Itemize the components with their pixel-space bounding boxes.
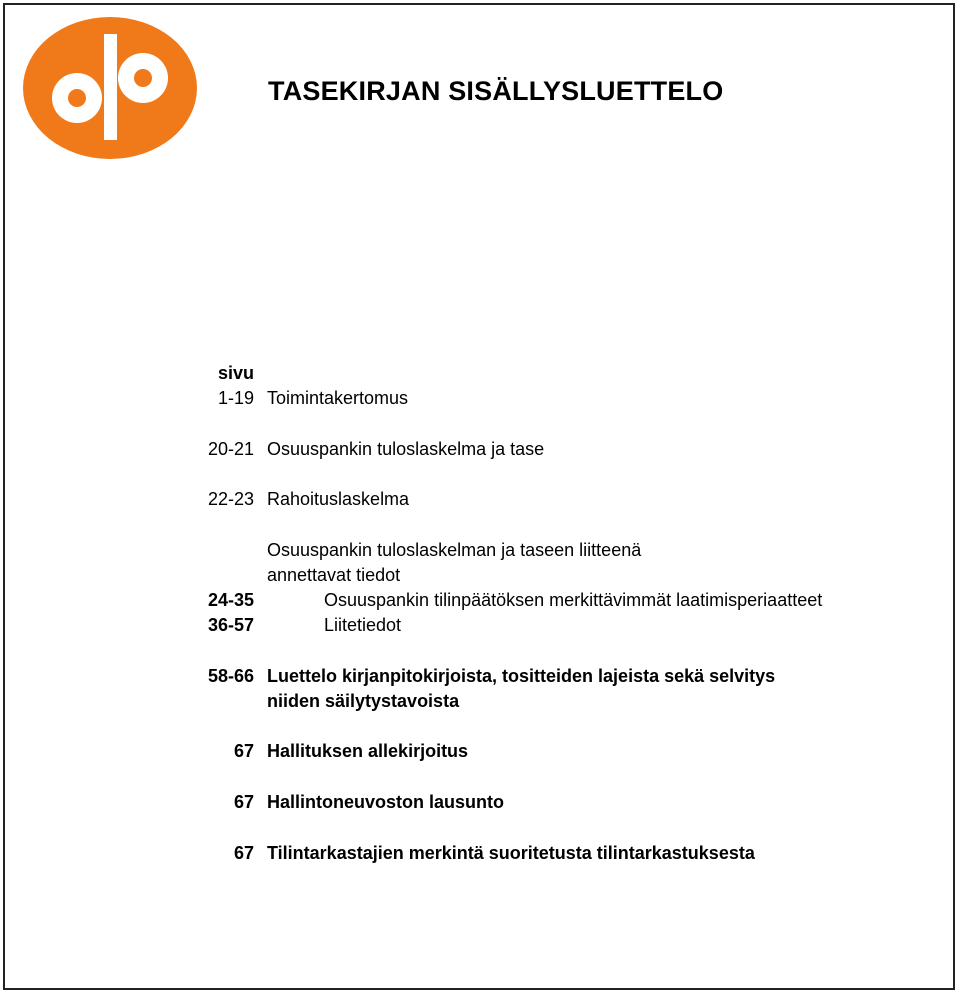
entry-text: Liitetiedot bbox=[324, 615, 402, 635]
entry-text: niiden säilytystavoista bbox=[267, 691, 460, 711]
page-number: 67 bbox=[233, 843, 254, 863]
page-number: 22-23 bbox=[207, 489, 254, 509]
page-number: 1-19 bbox=[217, 388, 254, 408]
entry-text: Osuuspankin tuloslaskelma ja tase bbox=[267, 439, 545, 459]
document-title: TASEKIRJAN SISÄLLYSLUETTELO bbox=[268, 76, 724, 106]
page-number: 24-35 bbox=[207, 590, 254, 610]
entry-text: Toimintakertomus bbox=[267, 388, 409, 408]
entry-text: Luettelo kirjanpitokirjoista, tositteiden lajeista sekä selvitys bbox=[267, 666, 776, 686]
entry-text: Hallintoneuvoston lausunto bbox=[267, 792, 504, 812]
op-logo bbox=[22, 16, 198, 160]
page-number: 67 bbox=[233, 741, 254, 761]
page-number: 36-57 bbox=[207, 615, 254, 635]
page-number: 67 bbox=[233, 792, 254, 812]
entry-text: Osuuspankin tuloslaskelman ja taseen liitteenä bbox=[267, 540, 642, 560]
page-number: 20-21 bbox=[207, 439, 254, 459]
entry-text: Rahoituslaskelma bbox=[267, 489, 410, 509]
entry-text: Tilintarkastajien merkintä suoritetusta tilintarkastuksesta bbox=[267, 843, 755, 863]
entry-text: Hallituksen allekirjoitus bbox=[267, 741, 469, 761]
page-number: 58-66 bbox=[207, 666, 254, 686]
entry-text: Osuuspankin tilinpäätöksen merkittävimmät laatimisperiaatteet bbox=[324, 590, 823, 610]
page-column-header: sivu bbox=[217, 363, 254, 383]
entry-text: annettavat tiedot bbox=[267, 565, 401, 585]
